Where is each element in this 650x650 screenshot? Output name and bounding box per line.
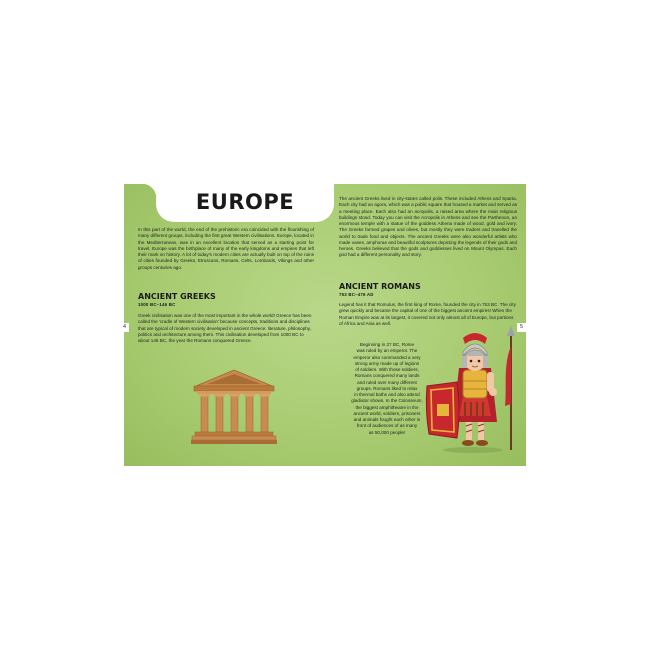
ancient-romans-heading: ANCIENT ROMANS	[339, 282, 421, 291]
ancient-romans-dates: 753 BC–476 AD	[339, 292, 374, 297]
poem-line: and animals fought each other in	[353, 417, 421, 422]
ancient-romans-text: Legend has it that Romulus, the first king of Rome, founded the city in 753 BC. The city grew quickly and became the capital of one of the biggest ancient empires! When the Roman Empire was at its largest, it covered not only almost all of Europe, but portions of Africa and Asia as well.	[339, 302, 516, 326]
greek-temple-icon	[191, 368, 277, 450]
poem-line: ancient world, soldiers, prisoners	[353, 410, 421, 416]
poem-line: Beginning in 27 BC, Rome	[359, 342, 415, 347]
left-page	[124, 184, 324, 466]
page-title: EUROPE	[195, 190, 295, 214]
europe-intro-text: In this part of the world, the end of the prehistoric era coincided with the flourishing of many different groups, including the first great Western civilisations. Europe, located in the Mediterranean, was in an excellent location that served as a starting point for travel. Europe was the birthplace of many of the early kingdoms and empires that left their mark on history. A lot of today's modern cities are actually built on top of the ruins of cities founded by Greeks, Etruscans, Romans, Celts, Lombards, Vikings and other groups centuries ago.	[138, 227, 314, 270]
poem-line: as 50,000 people!	[368, 429, 406, 435]
poem-line: groups. Romans liked to relax	[356, 385, 418, 391]
poem-line: the biggest amphitheatre in the	[355, 404, 419, 410]
page-number-right: 5	[517, 323, 526, 332]
poem-line: emperor also commanded a very	[353, 354, 421, 360]
right-page	[325, 184, 526, 466]
poem-line: gladiator shows. In the Colosseum,	[351, 398, 423, 404]
poem-line: strong army made up of legions	[354, 360, 420, 366]
poem-line: Romans conquered many lands	[354, 373, 420, 379]
roman-soldier-icon	[423, 326, 523, 456]
greek-polis-text: The ancient Greeks lived in city-states called polis. These included Athens and Sparta. Each city had an agora, which was a public square that housed a market and served as a meeting place. Each also had an acropolis, a raised area where the main religious buildings stood. Today you can visit the Acropolis in Athens and see the Parthenon, an enormous temple with a statue of the goddess Athena made of wood, gold and ivory. The Greeks farmed grapes and olives, but mostly they were traders and travelled the world to trade food and objects. The ancient Greeks were also wonderful artists who made vases, amphorae and beautiful sculptures depicting the legends of their gods and heroes. Greeks believed that the gods and goddesses lived on Mount Olympus. Each god had a different personality and story.	[339, 196, 517, 258]
poem-line: in thermal baths and also attend	[354, 392, 420, 397]
ancient-greeks-dates: 1000 BC–146 BC	[138, 302, 176, 307]
book-spread	[124, 184, 526, 466]
poem-line: of soldiers. With those soldiers,	[355, 367, 419, 372]
poem-line: front of audiences of as many	[356, 423, 418, 429]
roman-empire-text	[345, 342, 429, 436]
page-number-left: 4	[120, 323, 129, 332]
poem-line: was ruled by an emperor. The	[356, 348, 418, 354]
poem-line: and ruled over many different	[357, 379, 417, 385]
ancient-greeks-heading: ANCIENT GREEKS	[138, 292, 216, 301]
ancient-greeks-text: Greek civilisation was one of the most important in the whole world! Greece has been called the 'cradle of Western civilisation' because concepts, traditions and disciplines that are typical of modern society developed in ancient Greece: literature, philosophy, politics and architecture among them. This civilisation developed from 1000 BC to about 146 BC, the year the Romans conquered Greece.	[138, 313, 312, 343]
